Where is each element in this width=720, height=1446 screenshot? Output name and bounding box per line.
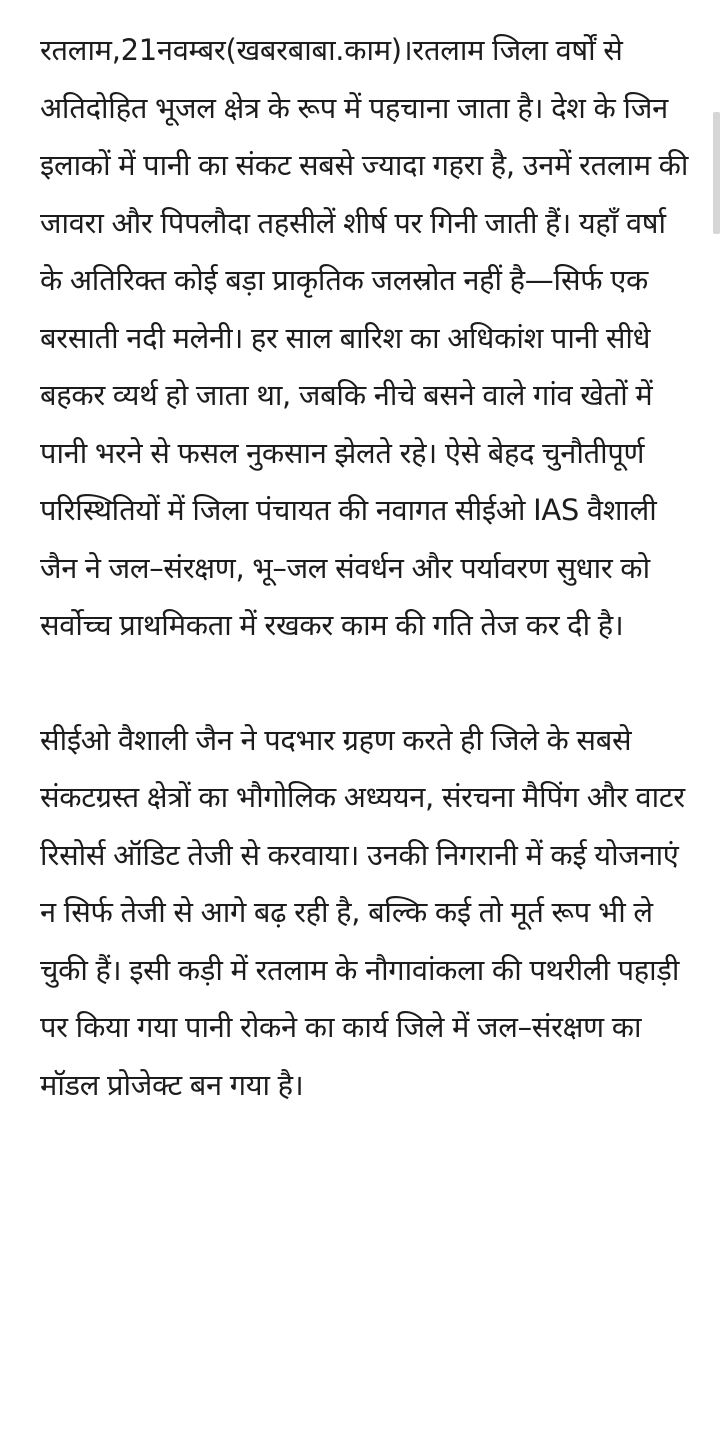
scrollbar-thumb[interactable] xyxy=(713,112,720,234)
article-paragraph-2: सीईओ वैशाली जैन ने पदभार ग्रहण करते ही जिले के सबसे संकटग्रस्त क्षेत्रों का भौगोलिक अध्ययन, संरचना मैपिंग और वाटर रिसोर्स ऑडिट तेजी से करवाया। उनकी निगरानी में कई योजनाएं न सिर्फ तेजी से आगे बढ़ रही है, बल्कि कई तो मूर्त रूप भी ले चुकी हैं। इसी कड़ी में रतलाम के नौगावांकला की पथरीली पहाड़ी पर किया गया पानी रोकने का कार्य जिले में जल–संरक्षण का मॉडल प्रोजेक्ट बन गया है। xyxy=(40,722,685,1102)
article-paragraph-1: रतलाम,21नवम्बर(खबरबाबा.काम)।रतलाम जिला वर्षों से अतिदोहित भूजल क्षेत्र के रूप में पहचाना जाता है। देश के जिन इलाकों में पानी का संकट सबसे ज्यादा गहरा है, उनमें रतलाम की जावरा और पिपलौदा तहसीलें शीर्ष पर गिनी जाती हैं। यहाँ वर्षा के अतिरिक्त कोई बड़ा प्राकृतिक जलस्रोत नहीं है—सिर्फ एक बरसाती नदी मलेनी। हर साल बारिश का अधिकांश पानी सीधे बहकर व्यर्थ हो जाता था, जबकि नीचे बसने वाले गांव खेतों में पानी भरने से फसल नुकसान झेलते रहे। ऐसे बेहद चुनौतीपूर्ण परिस्थितियों में जिला पंचायत की नवागत सीईओ IAS वैशाली जैन ने जल–संरक्षण, भू–जल संवर्धन और पर्यावरण सुधार को सर्वोच्च प्राथमिकता में रखकर काम की गति तेज कर दी है। xyxy=(40,33,689,642)
article-body xyxy=(40,22,690,1114)
